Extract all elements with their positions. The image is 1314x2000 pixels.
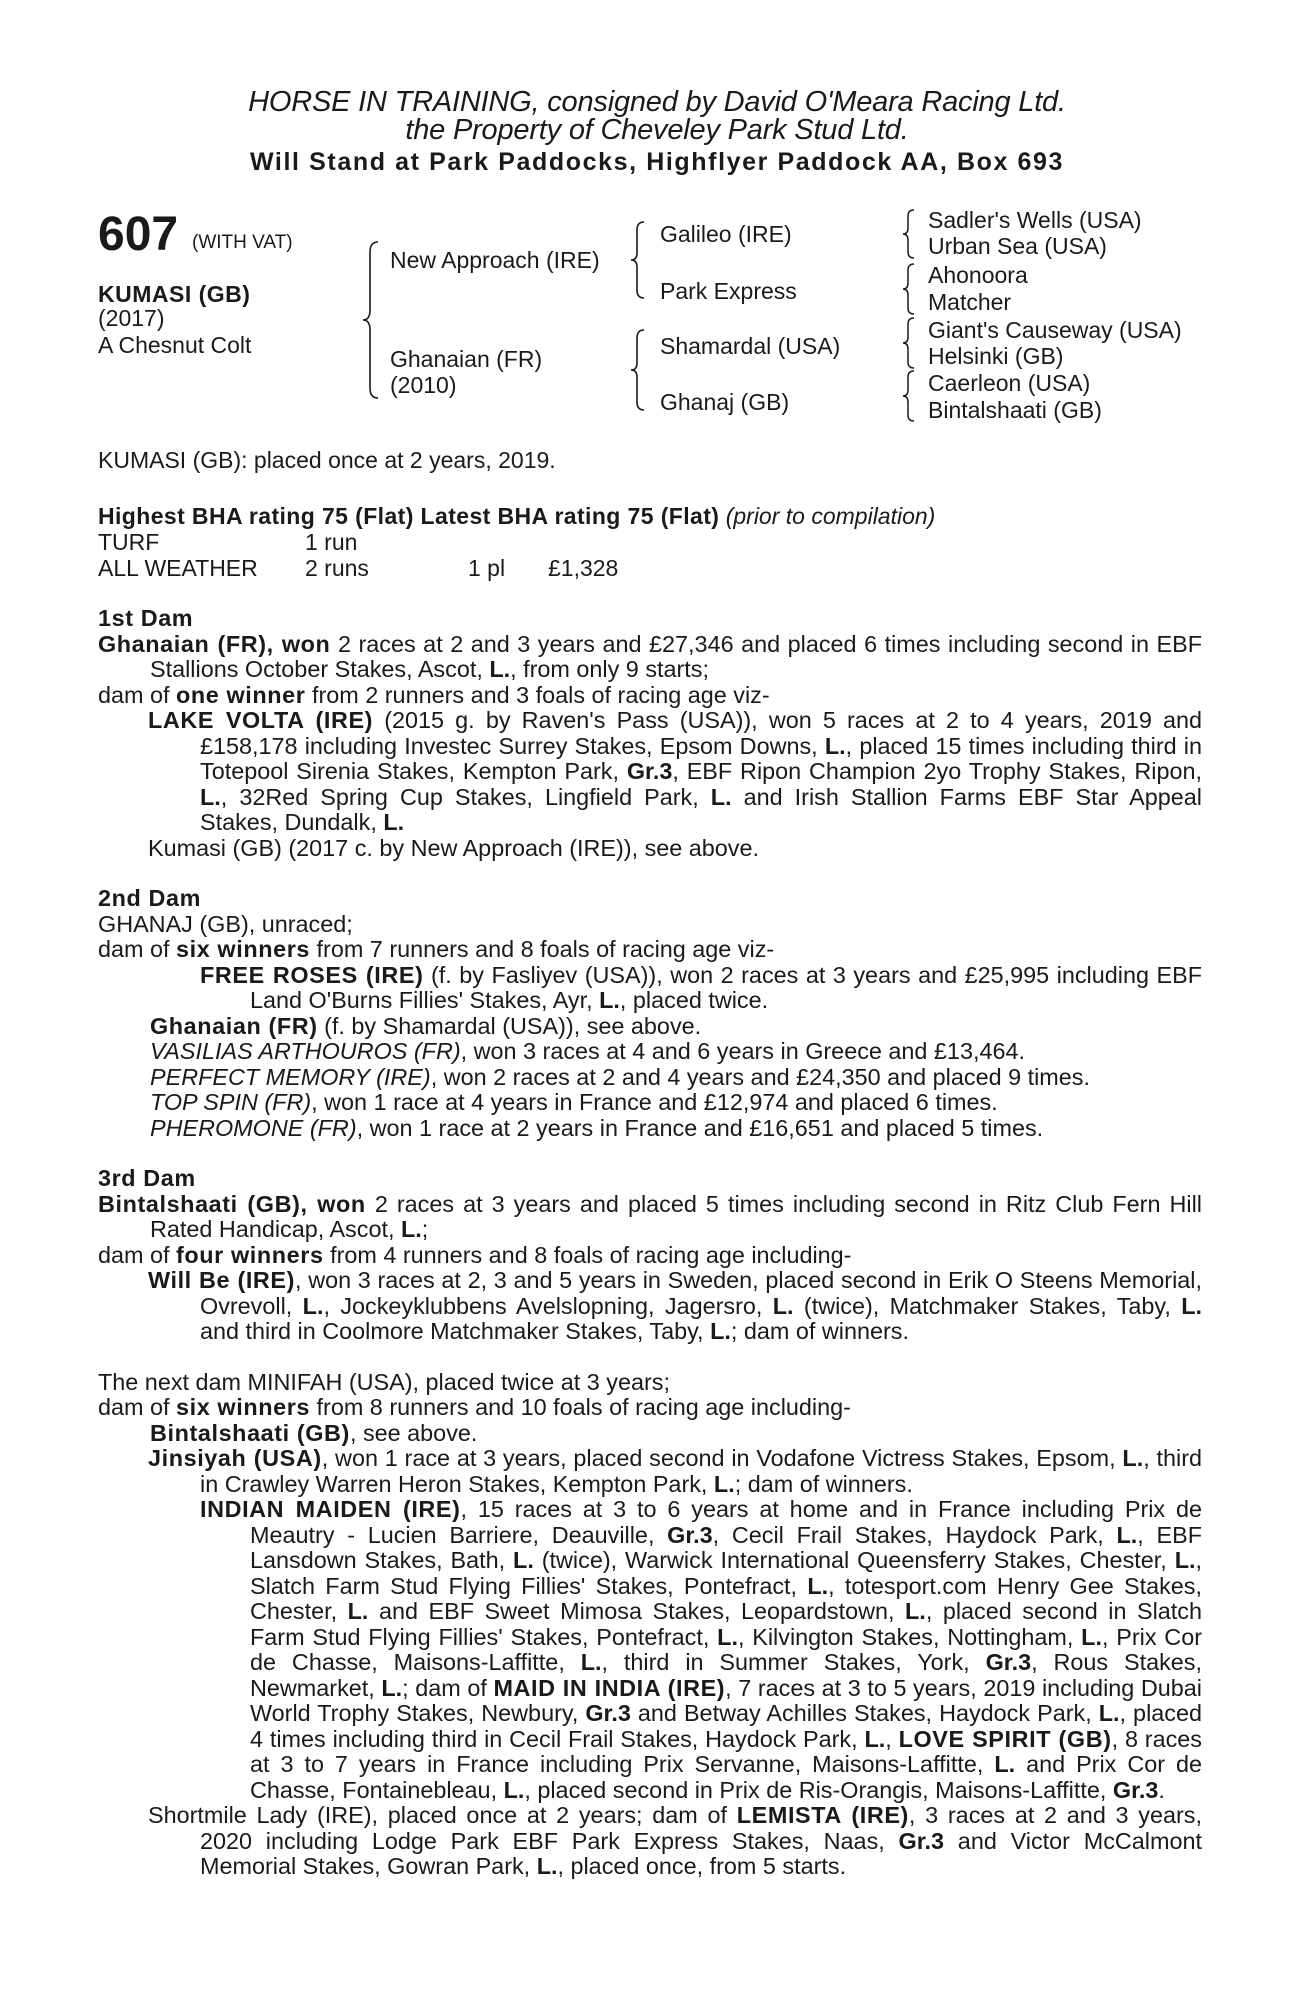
dam-year: (2010) xyxy=(390,372,457,398)
progeny-entry: PHEROMONE (FR), won 1 race at 2 years in France and £16,651 and placed 5 times. xyxy=(150,1114,1044,1141)
dam-sire: Shamardal (USA) xyxy=(660,333,841,359)
aw-runs: 2 runs xyxy=(305,555,369,581)
aw-label: ALL WEATHER xyxy=(98,555,258,581)
location-line: Will Stand at Park Paddocks, Highflyer Paddock AA, Box 693 xyxy=(249,148,1065,176)
section-heading: 3rd Dam xyxy=(98,1165,196,1191)
progeny-entry: PERFECT MEMORY (IRE), won 2 races at 2 and 4 years and £24,350 and placed 9 times. xyxy=(150,1063,1090,1090)
dam-dam: Ghanaj (GB) xyxy=(660,389,790,415)
ancestor: Helsinki (GB) xyxy=(928,343,1064,369)
vat-note: (WITH VAT) xyxy=(192,232,293,253)
horse-description: A Chesnut Colt xyxy=(98,332,252,358)
dam-of-line: dam of six winners from 8 runners and 10 foals of racing age including- xyxy=(98,1394,851,1420)
dam: Ghanaian (FR) xyxy=(390,346,543,372)
aw-prize: £1,328 xyxy=(548,555,619,581)
pedigree-brace xyxy=(900,369,918,423)
ancestor: Sadler's Wells (USA) xyxy=(928,207,1142,233)
lot-number: 607 xyxy=(98,208,179,261)
progeny-entry: Ghanaian (FR) (f. by Shamardal (USA)), see above. xyxy=(150,1012,702,1039)
consignor-line: HORSE IN TRAINING, consigned by David O'Meara Racing Ltd. xyxy=(248,86,1066,118)
ancestor: Ahonoora xyxy=(928,262,1028,288)
horse-name: KUMASI (GB) xyxy=(98,281,251,307)
pedigree-brace xyxy=(900,208,918,260)
progeny-entry: Will Be (IRE), won 3 races at 2, 3 and 5 years in Sweden, placed second in Erik O Steens Memorial, Ovrevoll, L., Jockeyklubbens Avelslopning, Jagersro, L. (twice), Matchmaker Stakes, Taby, L. and third in Coolmore Matchmaker Stakes, Taby, L.; dam of winners. xyxy=(148,1267,1202,1344)
turf-label: TURF xyxy=(98,529,160,555)
progeny-entry: LAKE VOLTA (IRE) (2015 g. by Raven's Pass (USA)), won 5 races at 2 to 4 years, 2019 and £158,178 including Investec Surrey Stakes, Epsom Downs, L., placed 15 times including third in Totepool Sirenia Stakes, Kempton Park, Gr.3, EBF Ripon Champion 2yo Trophy Stakes, Ripon, L., 32Red Spring Cup Stakes, Lingfield Park, L. and Irish Stallion Farms EBF Star Appeal Stakes, Dundalk, L. xyxy=(148,707,1203,835)
sire-dam: Park Express xyxy=(660,278,797,304)
sire-sire: Galileo (IRE) xyxy=(660,221,792,247)
progeny-entry: FREE ROSES (IRE) (f. by Fasliyev (USA)), won 2 races at 3 years and £25,995 including EBF Land O'Burns Fillies' Stakes, Ayr, L., placed twice. xyxy=(200,961,1202,1013)
pedigree-brace xyxy=(360,240,382,400)
turf-runs: 1 run xyxy=(305,529,358,555)
pedigree-notes xyxy=(98,606,1202,1880)
pedigree-brace xyxy=(900,262,918,316)
property-line: the Property of Cheveley Park Stud Ltd. xyxy=(405,114,909,146)
progeny-entry: Shortmile Lady (IRE), placed once at 2 years; dam of LEMISTA (IRE), 3 races at 2 and 3 years, 2020 including Lodge Park EBF Park Express Stakes, Naas, Gr.3 and Victor McCalmont Memorial Stakes, Gowran Park, L., placed once, from 5 starts. xyxy=(148,1802,1202,1879)
ancestor: Matcher xyxy=(928,289,1012,315)
progeny-entry: TOP SPIN (FR), won 1 race at 4 years in France and £12,974 and placed 6 times. xyxy=(150,1089,998,1115)
pedigree-brace xyxy=(900,316,918,370)
progeny-entry: Jinsiyah (USA), won 1 race at 3 years, placed second in Vodafone Victress Stakes, Epsom, L., third in Crawley Warren Heron Stakes, Kempton Park, L.; dam of winners. xyxy=(148,1445,1202,1497)
dam-record: Ghanaian (FR), won 2 races at 2 and 3 years and £27,346 and placed 6 times including second in EBF Stallions October Stakes, Ascot, L., from only 9 starts; xyxy=(98,630,1202,682)
progeny-entry: Bintalshaati (GB), see above. xyxy=(150,1419,478,1446)
foaling-year: (2017) xyxy=(98,305,165,331)
ancestor: Giant's Causeway (USA) xyxy=(928,317,1182,343)
aw-placed: 1 pl xyxy=(468,555,506,581)
race-summary: KUMASI (GB): placed once at 2 years, 2019. xyxy=(98,447,556,473)
section-heading: 2nd Dam xyxy=(98,885,201,911)
progeny-entry: INDIAN MAIDEN (IRE), 15 races at 3 to 6 years at home and in France including Prix de Meautry - Lucien Barriere, Deauville, Gr.3, Cecil Frail Stakes, Haydock Park, L., EBF Lansdown Stakes, Bath, L. (twice), Warwick International Queensferry Stakes, Chester, L., Slatch Farm Stud Flying Fillies' Stakes, Pontefract, L., totesport.com Henry Gee Stakes, Chester, L. and EBF Sweet Mimosa Stakes, Leopardstown, L., placed second in Slatch Farm Stud Flying Fillies' Stakes, Pontefract, L., Kilvington Stakes, Nottingham, L., Prix Cor de Chasse, Maisons-Laffitte, L., third in Summer Stakes, York, Gr.3, Rous Stakes, Newmarket, L.; dam of MAID IN INDIA (IRE), 7 races at 3 to 5 years, 2019 including Dubai World Trophy Stakes, Newbury, Gr.3 and Betway Achilles Stakes, Haydock Park, L., placed 4 times including third in Cecil Frail Stakes, Haydock Park, L., LOVE SPIRIT (GB), 8 races at 3 to 7 years in France including Prix Servanne, Maisons-Laffitte, L. and Prix Cor de Chasse, Fontainebleau, L., placed second in Prix de Ris-Orangis, Maisons-Laffitte, Gr.3. xyxy=(200,1496,1203,1803)
dam-of-line: dam of six winners from 7 runners and 8 foals of racing age viz- xyxy=(98,936,775,962)
progeny-entry: Kumasi (GB) (2017 c. by New Approach (IRE)), see above. xyxy=(148,834,760,861)
dam-of-line: dam of four winners from 4 runners and 8 foals of racing age including- xyxy=(98,1241,852,1268)
dam-record: GHANAJ (GB), unraced; xyxy=(98,910,353,937)
dam-of-line: dam of one winner from 2 runners and 3 foals of racing age viz- xyxy=(98,681,770,708)
dam-record: Bintalshaati (GB), won 2 races at 3 years and placed 5 times including second in Ritz Club Fern Hill Rated Handicap, Ascot, L.; xyxy=(98,1190,1202,1242)
bha-ratings xyxy=(98,504,935,529)
progeny-entry: VASILIAS ARTHOUROS (FR), won 3 races at 4 and 6 years in Greece and £13,464. xyxy=(150,1038,1025,1064)
ratings-headline: Highest BHA rating 75 (Flat) Latest BHA rating 75 (Flat) xyxy=(98,503,720,529)
dam-record: The next dam MINIFAH (USA), placed twice at 3 years; xyxy=(98,1368,670,1395)
ratings-note: (prior to compilation) xyxy=(725,503,936,529)
pedigree-brace xyxy=(628,220,648,300)
ancestor: Urban Sea (USA) xyxy=(928,233,1107,259)
section-heading: 1st Dam xyxy=(98,605,194,631)
pedigree-brace xyxy=(628,328,648,412)
sire: New Approach (IRE) xyxy=(390,247,600,273)
ancestor: Bintalshaati (GB) xyxy=(928,397,1102,423)
ancestor: Caerleon (USA) xyxy=(928,370,1091,396)
